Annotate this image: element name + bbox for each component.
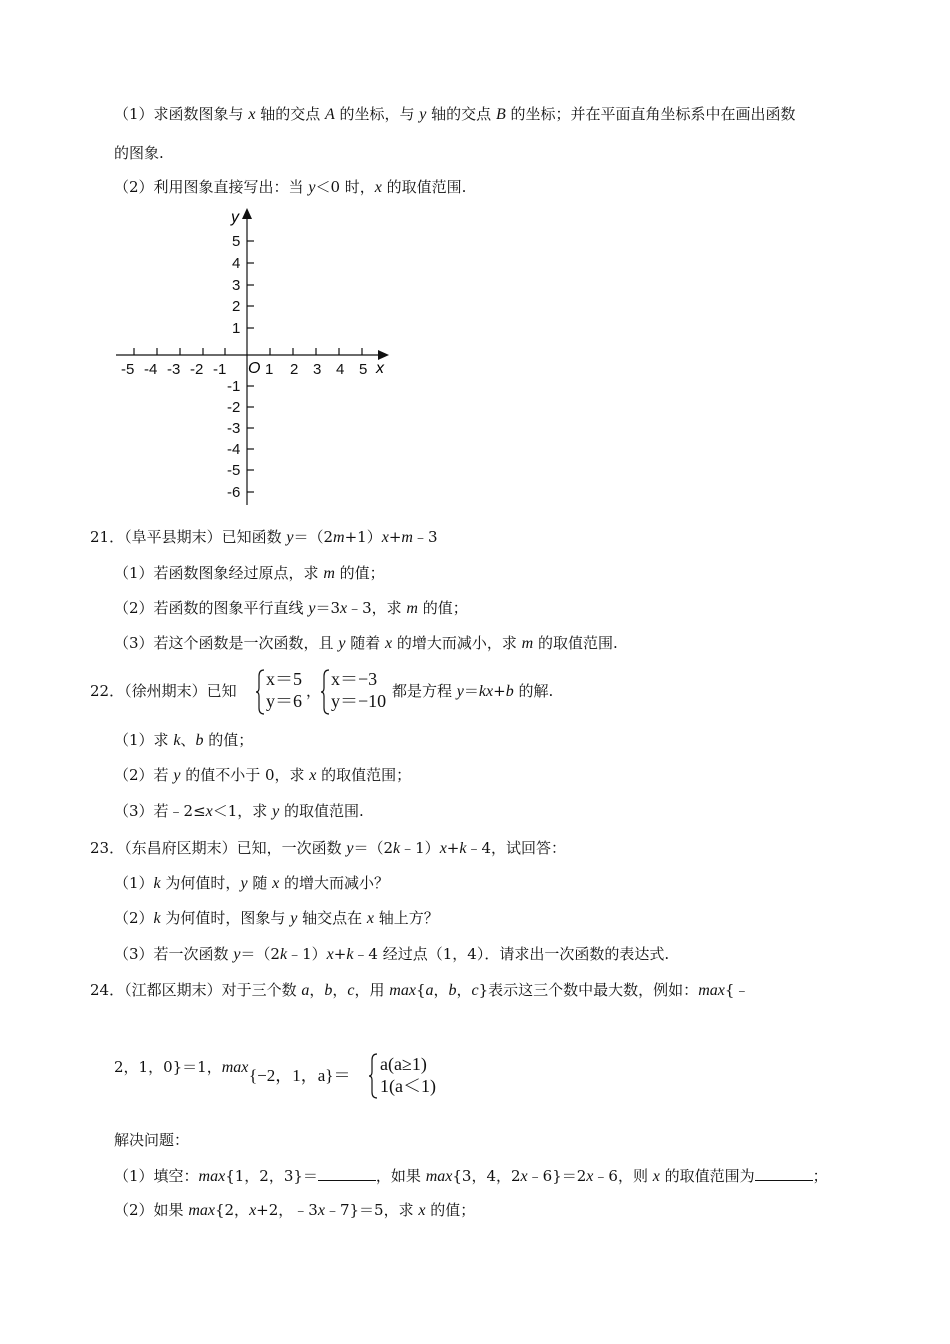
system1	[266, 668, 302, 712]
q22-stem-suffix: 都是方程 y＝kx+b 的解.	[392, 682, 554, 700]
answer-blank-2[interactable]	[755, 1166, 813, 1181]
x-tick-label: -4	[144, 361, 158, 378]
system2-brace	[321, 668, 331, 716]
q24-stem: 24．（江都区期末）对于三个数 a，b，c，用 max{a，b，c}表示这三个数中最大数，例如：max{﹣	[90, 981, 750, 999]
piecewise-row1: a(a≥1)	[380, 1054, 427, 1074]
q23-part3: （3）若一次函数 y＝（2k﹣1）x+k﹣4 经过点（1，4）．请求出一次函数的表达式.	[114, 945, 670, 963]
q22-part3: （3）若﹣2≤x＜1，求 y 的取值范围.	[114, 802, 364, 820]
x-tick-label: -5	[121, 361, 135, 378]
piecewise	[380, 1053, 436, 1097]
q22-part2: （2）若 y 的值不小于 0，求 x 的取值范围；	[114, 766, 412, 784]
y-tick-label: 4	[232, 255, 241, 272]
q20-part1: （1）求函数图象与 x 轴的交点 A 的坐标，与 y 轴的交点 B 的坐标；并在平面直角坐标系中在画出函数	[114, 105, 796, 123]
x-axis-label: x	[376, 360, 384, 377]
y-tick-label: 2	[232, 298, 241, 315]
x-tick-label: -3	[167, 361, 181, 378]
y-tick-label: -3	[227, 420, 241, 437]
x-tick-label: 1	[265, 361, 274, 378]
system2-row2: y＝−10	[331, 691, 387, 711]
q24-example: 2，1，0}＝1，max	[114, 1058, 249, 1076]
y-tick-label: -6	[227, 484, 241, 501]
y-tick-label: -4	[227, 441, 241, 458]
q20-part1-cont: 的图象.	[114, 144, 164, 162]
q23-part2: （2）k 为何值时，图象与 y 轴交点在 x 轴上方？	[114, 909, 439, 927]
x-tick-label: -1	[213, 361, 227, 378]
origin-label: O	[248, 360, 261, 377]
x-tick-label: 2	[290, 361, 299, 378]
q21-part1: （1）若函数图象经过原点，求 m 的值；	[114, 564, 385, 582]
q22-comma: ，	[306, 682, 322, 700]
x-tick-label: 5	[359, 361, 368, 378]
q21-part2: （2）若函数的图象平行直线 y＝3x﹣3，求 m 的值；	[114, 599, 468, 617]
system2	[331, 668, 386, 712]
system1-row1: x＝5	[266, 669, 302, 689]
y-tick-label: 5	[232, 233, 241, 250]
piecewise-brace	[369, 1052, 379, 1100]
y-axis-arrow	[242, 208, 252, 219]
x-tick-label: 3	[313, 361, 322, 378]
q24-part2: （2）如果 max{2，x+2，﹣3x﹣7}＝5，求 x 的值；	[114, 1201, 476, 1219]
system1-brace	[256, 668, 266, 716]
y-tick-label: -2	[227, 399, 241, 416]
q24-max-args: {−2，1，a}＝	[249, 1066, 351, 1085]
q23-stem: 23．（东昌府区期末）已知，一次函数 y＝（2k﹣1）x+k﹣4，试回答：	[90, 839, 567, 857]
y-tick-label: -1	[227, 378, 241, 395]
y-tick-label: 1	[232, 320, 241, 337]
answer-blank-1[interactable]	[318, 1166, 376, 1181]
system1-row2: y＝6	[266, 691, 302, 711]
q22-part1: （1）求 k、b 的值；	[114, 731, 254, 749]
x-axis-arrow	[378, 350, 389, 360]
q21-stem: 21．（阜平县期末）已知函数 y＝（2m+1）x+m﹣3	[90, 528, 438, 546]
q24-solve-heading: 解决问题：	[114, 1131, 190, 1149]
q24-part1: （1）填空：max{1，2，3}＝ ，如果 max{3，4，2x﹣6}＝2x﹣6，则 x 的取值范围为 ；	[114, 1167, 828, 1185]
q22-stem-prefix: 22．（徐州期末）已知	[90, 682, 237, 700]
x-tick-label: -2	[190, 361, 204, 378]
piecewise-row2: 1(a＜1)	[380, 1076, 436, 1096]
q20-part2: （2）利用图象直接写出：当 y＜0 时，x 的取值范围.	[114, 178, 467, 196]
y-tick-label: -5	[227, 462, 241, 479]
coordinate-grid	[110, 205, 400, 510]
x-tick-label: 4	[336, 361, 345, 378]
q23-part1: （1）k 为何值时，y 随 x 的增大而减小？	[114, 874, 389, 892]
system2-row1: x＝−3	[331, 669, 378, 689]
q21-part3: （3）若这个函数是一次函数，且 y 随着 x 的增大而减小，求 m 的取值范围.	[114, 634, 618, 652]
y-axis-label: y	[231, 209, 239, 226]
y-tick-label: 3	[232, 277, 241, 294]
